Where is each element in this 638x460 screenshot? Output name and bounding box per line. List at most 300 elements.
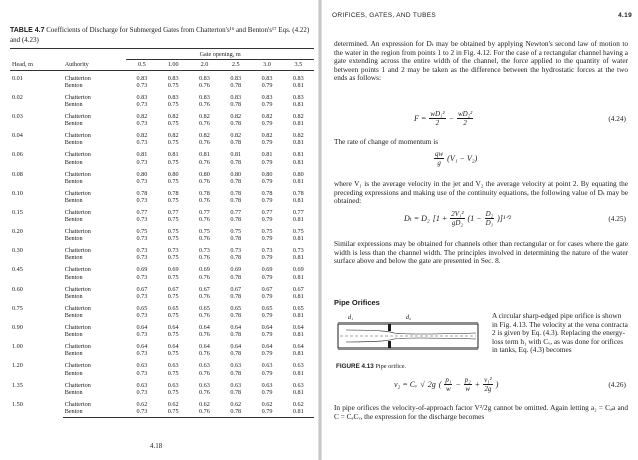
coefficient-cell: 0.79 xyxy=(261,388,273,396)
authority-cell: Benton xyxy=(64,273,83,281)
authority-cell: Chatterton xyxy=(64,304,91,312)
coefficient-cell: 0.76 xyxy=(199,120,210,128)
coefficient-cell: 0.77 xyxy=(230,208,242,216)
coefficient-cell: 0.75 xyxy=(136,228,148,236)
table-caption-text: Coefficients of Discharge for Submerged Gates from Chatterton's¹⁶ and Benton's¹⁷ Eqs. (4.22) and (4.23) xyxy=(10,26,310,44)
coefficient-cell: 0.78 xyxy=(199,189,210,197)
authority-cell: Chatterton xyxy=(64,247,91,255)
table-row xyxy=(10,225,314,235)
coefficient-cell: 0.69 xyxy=(167,266,179,274)
authority-cell: Chatterton xyxy=(64,343,91,351)
coefficient-cell: 0.73 xyxy=(136,216,148,224)
coefficient-cell: 0.75 xyxy=(167,331,179,339)
authority-cell: Chatterton xyxy=(64,285,91,293)
authority-cell: Chatterton xyxy=(64,266,91,274)
gate-opening-column-header: 2.5 xyxy=(220,60,251,71)
coefficient-cell: 0.78 xyxy=(230,235,242,243)
coefficient-cell: 0.76 xyxy=(199,139,210,147)
coefficient-cell: 0.62 xyxy=(199,400,210,408)
coefficient-cell: 0.75 xyxy=(167,158,179,166)
coefficient-cell: 0.78 xyxy=(230,350,242,358)
coefficient-cell: 0.76 xyxy=(199,331,210,339)
right-page xyxy=(322,0,638,460)
head-cell: 1.50 xyxy=(12,400,23,408)
section-title-pipe-orifices: Pipe Orifices xyxy=(334,298,380,307)
coefficient-cell: 0.63 xyxy=(136,362,148,370)
coefficient-cell: 0.73 xyxy=(136,369,148,377)
authority-cell: Chatterton xyxy=(64,324,91,332)
coefficient-cell: 0.80 xyxy=(261,170,273,178)
coefficient-cell: 0.73 xyxy=(199,247,210,255)
table-caption xyxy=(10,26,310,44)
coefficient-cell: 0.81 xyxy=(292,81,304,89)
head-cell: 0.45 xyxy=(12,266,23,274)
coefficient-cell: 0.73 xyxy=(136,247,148,255)
label-d1: d₁ xyxy=(348,315,354,321)
momentum-fraction: $\frac{qw}{g}$ xyxy=(435,150,444,167)
head-cell: 0.03 xyxy=(12,112,23,120)
coefficient-cell: 0.77 xyxy=(167,208,179,216)
coefficient-cell: 0.81 xyxy=(292,139,304,147)
equation-4-26: v₂ = Cᵥ √ 2g ( $\frac{\text{p₁}}{w}$ − $\frac{\text{p₂}}{w}$ + $\frac{\text{v₁²}}{2g}$ ) (4.26) xyxy=(394,376,626,393)
streamline-lower xyxy=(346,338,476,342)
coefficient-cell: 0.73 xyxy=(136,158,148,166)
coefficient-cell: 0.80 xyxy=(136,170,148,178)
coefficient-cell: 0.78 xyxy=(230,81,242,89)
authority-cell: Benton xyxy=(64,81,83,89)
coefficient-cell: 0.78 xyxy=(230,100,242,108)
coefficient-cell: 0.82 xyxy=(199,132,210,140)
head-cell: 0.08 xyxy=(12,170,23,178)
coefficient-cell: 0.65 xyxy=(261,304,273,312)
table-row xyxy=(10,340,314,350)
coefficient-cell: 0.62 xyxy=(261,400,273,408)
coefficient-cell: 0.78 xyxy=(230,331,242,339)
coefficient-cell: 0.75 xyxy=(167,81,179,89)
authority-cell: Chatterton xyxy=(64,112,91,120)
coefficient-cell: 0.76 xyxy=(199,292,210,300)
coefficient-cell: 0.63 xyxy=(199,362,210,370)
coefficient-cell: 0.79 xyxy=(261,273,273,281)
head-cell: 0.60 xyxy=(12,285,23,293)
coefficient-cell: 0.67 xyxy=(261,285,273,293)
coefficient-cell: 0.78 xyxy=(230,177,242,185)
coefficient-cell: 0.73 xyxy=(136,388,148,396)
table-row xyxy=(10,398,314,408)
table-row xyxy=(10,167,314,177)
coefficient-cell: 0.75 xyxy=(167,120,179,128)
coefficient-cell: 0.82 xyxy=(136,112,148,120)
table-body xyxy=(10,71,314,417)
coefficient-cell: 0.82 xyxy=(136,132,148,140)
gate-opening-column-header: 2.0 xyxy=(189,60,220,71)
coefficient-cell: 0.73 xyxy=(167,247,179,255)
coefficient-cell: 0.65 xyxy=(167,304,179,312)
coefficient-cell: 0.81 xyxy=(292,120,304,128)
coefficient-cell: 0.81 xyxy=(283,408,314,417)
coefficient-cell: 0.83 xyxy=(292,74,304,82)
coefficient-cell: 0.63 xyxy=(167,381,179,389)
eq424-lhs: F = xyxy=(414,114,427,123)
coefficient-cell: 0.64 xyxy=(261,343,273,351)
coefficient-cell: 0.83 xyxy=(230,74,242,82)
coefficient-cell: 0.79 xyxy=(261,100,273,108)
coefficient-cell: 0.63 xyxy=(230,362,242,370)
head-cell: 0.02 xyxy=(12,93,23,101)
paragraph-newton: determined. An expression for Dₜ may be obtained by applying Newton's second law of motion to the water in the region from points 1 to 2 in Fig. 4.12. For the case of a rectangular channel having a gate extending across the entire width of the channel, the force applied to the quantity of water between points 1 and 2 may be taken as the difference between the hydrostatic forces at the two ends as follows: xyxy=(334,39,628,83)
left-page-number: 4.18 xyxy=(150,442,163,450)
coefficient-cell: 0.83 xyxy=(136,74,148,82)
coefficient-cell: 0.67 xyxy=(292,285,304,293)
coefficient-cell: 0.80 xyxy=(292,170,304,178)
coefficient-cell: 0.73 xyxy=(136,350,148,358)
coefficient-cell: 0.79 xyxy=(261,158,273,166)
coefficient-cell: 0.76 xyxy=(199,177,210,185)
coefficient-cell: 0.81 xyxy=(167,151,179,159)
authority-cell: Benton xyxy=(64,312,83,320)
coefficient-cell: 0.80 xyxy=(199,170,210,178)
coefficient-cell: 0.81 xyxy=(261,151,273,159)
coefficient-cell: 0.78 xyxy=(230,273,242,281)
coefficient-cell: 0.64 xyxy=(292,343,304,351)
table-row xyxy=(10,321,314,331)
authority-cell: Benton xyxy=(64,388,83,396)
equation-4-25: Dₜ = D₂ [1 + $\frac{\text{2V₁²}}{\text{gD₂}}$ (1 − $\frac{\text{D₂}}{\text{D₁}}$ )]¹ᐟ² (4.25) xyxy=(404,210,626,227)
head-cell: 1.20 xyxy=(12,362,23,370)
coefficient-cell: 0.78 xyxy=(167,189,179,197)
coefficient-cell: 0.76 xyxy=(199,196,210,204)
eq426-number: (4.26) xyxy=(608,380,626,389)
coefficient-cell: 0.79 xyxy=(251,408,282,417)
table-row xyxy=(10,71,314,82)
coefficient-cell: 0.69 xyxy=(199,266,210,274)
eq425-number: (4.25) xyxy=(608,214,626,223)
coefficient-cell: 0.79 xyxy=(261,81,273,89)
coefficient-cell: 0.67 xyxy=(199,285,210,293)
streamline-upper xyxy=(346,330,476,334)
table-row xyxy=(10,206,314,216)
coefficient-cell: 0.79 xyxy=(261,292,273,300)
authority-cell: Chatterton xyxy=(64,74,91,82)
coefficient-cell: 0.83 xyxy=(199,93,210,101)
coefficient-cell: 0.82 xyxy=(292,132,304,140)
table-row xyxy=(10,148,314,158)
coefficient-cell: 0.76 xyxy=(199,81,210,89)
coefficient-cell: 0.76 xyxy=(189,408,220,417)
authority-cell: Chatterton xyxy=(64,132,91,140)
coefficient-cell: 0.73 xyxy=(136,120,148,128)
coefficient-cell: 0.73 xyxy=(292,247,304,255)
coefficient-cell: 0.81 xyxy=(292,350,304,358)
coefficient-cell: 0.75 xyxy=(292,228,304,236)
authority-cell: Benton xyxy=(63,408,127,417)
coefficient-cell: 0.83 xyxy=(261,74,273,82)
coefficient-cell: 0.73 xyxy=(136,177,148,185)
head-cell: 0.30 xyxy=(12,247,23,255)
coefficient-cell: 0.64 xyxy=(167,343,179,351)
coefficient-cell: 0.75 xyxy=(167,216,179,224)
authority-cell: Benton xyxy=(64,331,83,339)
coefficient-cell: 0.81 xyxy=(199,151,210,159)
coefficient-cell: 0.76 xyxy=(199,235,210,243)
coefficient-cell: 0.73 xyxy=(136,196,148,204)
coefficient-cell: 0.82 xyxy=(167,132,179,140)
coefficient-cell: 0.75 xyxy=(261,228,273,236)
pipe-wall-bottom xyxy=(338,348,478,350)
table-row xyxy=(10,302,314,312)
coefficient-cell: 0.79 xyxy=(261,350,273,358)
head-cell: 0.10 xyxy=(12,189,23,197)
authority-cell: Chatterton xyxy=(64,228,91,236)
coefficient-cell: 0.64 xyxy=(230,343,242,351)
coefficient-cell: 0.81 xyxy=(292,388,304,396)
coefficient-cell: 0.75 xyxy=(167,139,179,147)
authority-cell: Benton xyxy=(64,235,83,243)
coefficient-cell: 0.81 xyxy=(292,216,304,224)
coefficient-cell: 0.64 xyxy=(136,343,148,351)
coefficient-cell: 0.63 xyxy=(292,362,304,370)
coefficient-cell: 0.63 xyxy=(199,381,210,389)
coefficient-cell: 0.78 xyxy=(230,196,242,204)
authority-cell: Benton xyxy=(64,350,83,358)
coefficient-cell: 0.67 xyxy=(136,285,148,293)
coefficient-cell: 0.75 xyxy=(167,312,179,320)
table-row xyxy=(10,263,314,273)
coefficient-cell: 0.65 xyxy=(136,304,148,312)
coefficient-cell: 0.78 xyxy=(261,189,273,197)
coefficient-cell: 0.83 xyxy=(167,93,179,101)
coefficient-cell: 0.81 xyxy=(292,254,304,262)
authority-cell: Chatterton xyxy=(64,189,91,197)
head-cell: 0.01 xyxy=(12,74,23,82)
coefficient-cell: 0.69 xyxy=(292,266,304,274)
coefficient-cell: 0.73 xyxy=(136,139,148,147)
coefficient-cell: 0.64 xyxy=(199,324,210,332)
authority-cell: Benton xyxy=(64,369,83,377)
coefficient-cell: 0.81 xyxy=(292,331,304,339)
paragraph-continuity: where V₁ is the average velocity in the jet and V₂ the average velocity at point 2. By equating the preceding expressions and making use of the continuity equations, the following value of Dₜ may be obtained: xyxy=(334,179,628,206)
head-cell: 1.35 xyxy=(12,381,23,389)
coefficient-cell: 0.78 xyxy=(230,216,242,224)
label-d2: d₂ xyxy=(406,315,412,321)
coefficient-cell: 0.69 xyxy=(261,266,273,274)
coefficient-cell: 0.76 xyxy=(199,388,210,396)
coefficient-cell: 0.81 xyxy=(292,151,304,159)
gate-opening-column-header: 3.5 xyxy=(283,60,314,71)
paragraph-velocity-of-approach: In pipe orifices the velocity-of-approach factor V²/2g cannot be omitted. Again letting a₂ = Cₐa and C = CₐCᵥ, the expression for the discharge becomes xyxy=(334,403,628,421)
coefficient-cell: 0.67 xyxy=(230,285,242,293)
coefficient-cell: 0.75 xyxy=(167,100,179,108)
table-row xyxy=(10,282,314,292)
coefficient-cell: 0.79 xyxy=(261,196,273,204)
authority-cell: Benton xyxy=(64,292,83,300)
gate-opening-column-header: 0.5 xyxy=(126,60,157,71)
coefficient-cell: 0.78 xyxy=(230,254,242,262)
orifice-plate-top xyxy=(388,324,391,331)
authority-cell: Benton xyxy=(64,120,83,128)
coefficient-cell: 0.62 xyxy=(292,400,304,408)
head-cell: 0.20 xyxy=(12,228,23,236)
coefficient-cell: 0.82 xyxy=(199,112,210,120)
table-row xyxy=(10,378,314,388)
coefficient-cell: 0.76 xyxy=(199,369,210,377)
authority-column-header: Authority xyxy=(63,60,127,71)
authority-cell: Chatterton xyxy=(64,208,91,216)
coefficient-cell: 0.78 xyxy=(230,189,242,197)
coefficient-cell: 0.82 xyxy=(230,112,242,120)
coefficient-cell: 0.73 xyxy=(126,408,157,417)
coefficient-cell: 0.75 xyxy=(167,235,179,243)
coefficient-cell: 0.78 xyxy=(230,139,242,147)
coefficient-cell: 0.63 xyxy=(230,381,242,389)
coefficient-cell: 0.81 xyxy=(292,273,304,281)
pipe-orifice-description: A circular sharp-edged pipe orifice is shown in Fig. 4.13. The velocity at the vena contracta 2 is given by Eq. (4.3). Replacing the energy-loss term h₁ with Cᵥ, as was done for orifices in tanks, Eq. (4.3) becomes xyxy=(492,311,628,355)
coefficient-cell: 0.81 xyxy=(292,158,304,166)
coefficient-cell: 0.78 xyxy=(230,292,242,300)
coefficient-cell: 0.77 xyxy=(292,208,304,216)
coefficient-cell: 0.81 xyxy=(230,151,242,159)
figure-caption: FIGURE 4.13 Pipe orifice. xyxy=(336,363,407,370)
authority-cell: Benton xyxy=(64,196,83,204)
coefficient-cell: 0.76 xyxy=(199,273,210,281)
coefficient-cell: 0.75 xyxy=(167,369,179,377)
table-row xyxy=(10,110,314,120)
coefficient-cell: 0.76 xyxy=(199,350,210,358)
coefficient-cell: 0.65 xyxy=(199,304,210,312)
coefficient-cell: 0.78 xyxy=(292,189,304,197)
authority-cell: Chatterton xyxy=(64,170,91,178)
coefficient-cell: 0.81 xyxy=(292,292,304,300)
table-row xyxy=(10,359,314,369)
coefficient-cell: 0.65 xyxy=(230,304,242,312)
coefficient-cell: 0.78 xyxy=(230,120,242,128)
gate-opening-column-header: 3.0 xyxy=(251,60,282,71)
running-header xyxy=(332,12,632,19)
head-cell: 0.15 xyxy=(12,208,23,216)
table-caption-label: TABLE 4.7 xyxy=(10,27,45,34)
coefficient-cell: 0.76 xyxy=(199,158,210,166)
coefficient-cell: 0.64 xyxy=(167,324,179,332)
authority-cell: Benton xyxy=(64,100,83,108)
coefficient-cell: 0.78 xyxy=(230,388,242,396)
equation-momentum: $\frac{qw}{g}$ (V₁ − V₂) xyxy=(435,150,478,167)
coefficient-cell: 0.83 xyxy=(230,93,242,101)
table-row xyxy=(10,91,314,101)
coefficient-cell: 0.63 xyxy=(261,381,273,389)
coefficient-cell: 0.75 xyxy=(158,408,189,417)
coefficient-cell: 0.64 xyxy=(199,343,210,351)
coefficient-cell: 0.79 xyxy=(261,120,273,128)
authority-cell: Benton xyxy=(64,254,83,262)
coefficient-cell: 0.73 xyxy=(136,254,148,262)
coefficient-cell: 0.75 xyxy=(167,254,179,262)
coefficient-cell: 0.82 xyxy=(167,112,179,120)
pipe-orifice-figure xyxy=(336,312,486,360)
paragraph-momentum: The rate of change of momentum is xyxy=(334,137,439,146)
coefficient-cell: 0.82 xyxy=(261,132,273,140)
coefficient-cell: 0.83 xyxy=(167,74,179,82)
coefficient-cell: 0.67 xyxy=(167,285,179,293)
head-cell: 0.75 xyxy=(12,304,23,312)
coefficient-cell: 0.79 xyxy=(261,235,273,243)
head-cell: 1.00 xyxy=(12,343,23,351)
coefficient-cell: 0.73 xyxy=(136,100,148,108)
coefficient-cell: 0.81 xyxy=(292,177,304,185)
table-row xyxy=(10,129,314,139)
coefficient-cell: 0.81 xyxy=(292,100,304,108)
coefficient-cell: 0.78 xyxy=(220,408,251,417)
authority-cell: Benton xyxy=(64,216,83,224)
coefficient-cell: 0.64 xyxy=(136,324,148,332)
eq424-term1: $\frac{\text{wD₁²}}{2}$ xyxy=(430,110,445,127)
coefficient-cell: 0.63 xyxy=(292,381,304,389)
coefficient-cell: 0.63 xyxy=(167,362,179,370)
coefficient-cell: 0.83 xyxy=(136,93,148,101)
eq424-term2: $\frac{\text{wD₂²}}{2}$ xyxy=(457,110,473,127)
coefficient-cell: 0.75 xyxy=(230,228,242,236)
coefficient-cell: 0.77 xyxy=(261,208,273,216)
coefficient-cell: 0.73 xyxy=(136,273,148,281)
coefficient-cell: 0.79 xyxy=(261,139,273,147)
coefficient-cell: 0.62 xyxy=(230,400,242,408)
authority-cell: Benton xyxy=(64,139,83,147)
coefficient-cell: 0.83 xyxy=(199,74,210,82)
coefficient-cell: 0.64 xyxy=(261,324,273,332)
authority-cell: Benton xyxy=(64,177,83,185)
coefficient-cell: 0.73 xyxy=(136,312,148,320)
coefficient-cell: 0.82 xyxy=(261,112,273,120)
authority-cell: Chatterton xyxy=(64,381,91,389)
authority-cell: Chatterton xyxy=(64,93,91,101)
head-cell: 0.90 xyxy=(12,324,23,332)
coefficient-cell: 0.76 xyxy=(199,312,210,320)
coefficient-cell: 0.73 xyxy=(136,235,148,243)
coefficient-cell: 0.77 xyxy=(136,208,148,216)
coefficient-cell: 0.65 xyxy=(292,304,304,312)
coefficient-cell: 0.82 xyxy=(230,132,242,140)
running-head-title: ORIFICES, GATES, AND TUBES xyxy=(332,12,436,19)
coefficient-cell: 0.83 xyxy=(292,93,304,101)
authority-cell: Chatterton xyxy=(64,400,91,408)
discharge-coefficient-table xyxy=(10,48,314,418)
coefficient-cell: 0.76 xyxy=(199,100,210,108)
left-page xyxy=(0,0,318,460)
coefficient-cell: 0.78 xyxy=(230,312,242,320)
coefficient-cell: 0.83 xyxy=(261,93,273,101)
authority-cell: Chatterton xyxy=(64,362,91,370)
orifice-plate-bottom xyxy=(388,341,391,348)
coefficient-cell: 0.73 xyxy=(230,247,242,255)
table-row xyxy=(10,187,314,197)
coefficient-cell: 0.75 xyxy=(167,292,179,300)
coefficient-cell: 0.81 xyxy=(136,151,148,159)
coefficient-cell: 0.63 xyxy=(261,362,273,370)
coefficient-cell: 0.75 xyxy=(167,177,179,185)
eq424-number: (4.24) xyxy=(608,114,626,123)
coefficient-cell: 0.62 xyxy=(167,400,179,408)
coefficient-cell: 0.81 xyxy=(292,312,304,320)
coefficient-cell: 0.73 xyxy=(136,331,148,339)
coefficient-cell: 0.73 xyxy=(261,247,273,255)
coefficient-cell: 0.79 xyxy=(261,254,273,262)
coefficient-cell: 0.64 xyxy=(292,324,304,332)
coefficient-cell: 0.75 xyxy=(167,228,179,236)
coefficient-cell: 0.75 xyxy=(167,273,179,281)
coefficient-cell: 0.75 xyxy=(199,228,210,236)
coefficient-cell: 0.76 xyxy=(199,216,210,224)
head-cell: 0.04 xyxy=(12,132,23,140)
coefficient-cell: 0.81 xyxy=(292,369,304,377)
